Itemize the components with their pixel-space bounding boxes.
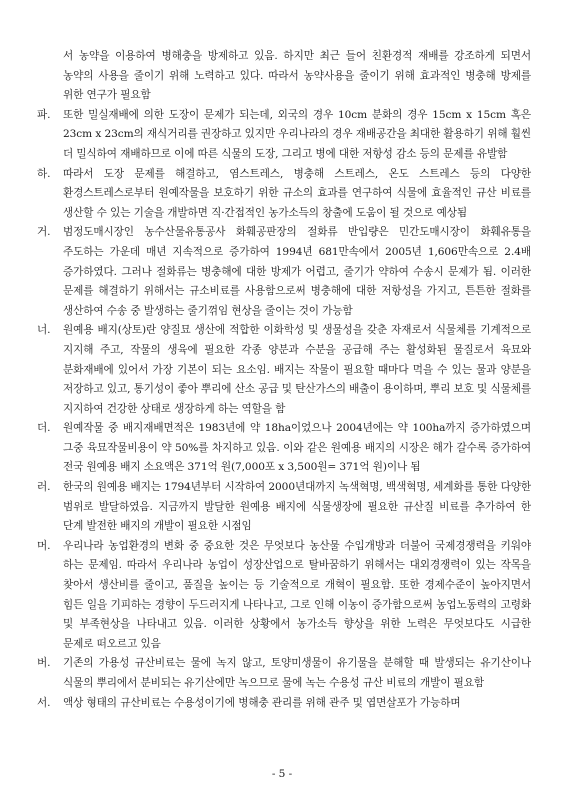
list-item-meo [37,537,531,655]
page-number: - 5 - [271,768,293,780]
list-item-text: 한국의 원예용 배지는 1794년부터 시작하여 2000년대까지 녹색혁명, 백색혁명, 세계화를 통한 다양한 범위로 발달하였음. 지금까지 발달한 원예용 배지에 식물생장에 필요한 규산질 비료를 추가하여 한 단계 발전한 배지의 개발이 필요한 시점임 [63,481,531,533]
list-marker: 거. [37,226,51,239]
continuation-paragraph: 서 농약을 이용하여 병해충을 방제하고 있음. 하지만 최근 들어 친환경적 재배를 강조하게 되면서 농약의 사용을 줄이기 위해 노력하고 있다. 따라서 농약사용을 줄이기 위해 효과적인 병충해 방제를 위한 연구가 필요함 [63,50,531,102]
list-item-beo [37,654,531,693]
list-item-pa [37,106,531,165]
list-item-text: 액상 형태의 규산비료는 수용성이기에 병해충 관리를 위해 관주 및 엽면살포가 가능하며 [63,696,461,709]
list-marker: 머. [37,539,51,552]
list-marker: 하. [37,167,51,180]
list-item-text: 따라서 도장 문제를 해결하고, 염스트레스, 병충해 스트레스, 온도 스트레스 등의 다양한 환경스트레스로부터 원예작물을 보호하기 위한 규소의 효과를 연구하여 식물에 효율적인 규산 비료를 생산할 수 있는 기술을 개발하면 직·간접적인 농가소득의 창출에 도움이 될 것으로 예상됨 [63,167,531,219]
list-item-text: 기존의 가용성 규산비료는 물에 녹지 않고, 토양미생물이 유기물을 분해할 때 발생되는 유기산이나 식물의 뿌리에서 분비되는 유기산에만 녹으므로 물에 녹는 수용성 규산 비료의 개발이 필요함 [63,657,531,689]
body-text [37,47,531,713]
list-item-neo [37,321,531,419]
list-item-ha [37,165,531,224]
list-item-text: 범정도매시장인 농수산물유통공사 화훼공판장의 절화류 반입량은 민간도매시장이 화훼유통을 주도하는 가운데 매년 지속적으로 증가하여 1994년 681만속에서 2005년 1,606만속으로 2.4배 증가하였다. 그러나 절화류는 병충해에 대한 방제가 어렵고, 줄기가 약하여 수송시 문제가 됨. 이러한 문제를 해결하기 위해서는 규소비료를 사용함으로써 병충해에 대한 저항성을 가지고, 튼튼한 절화를 생산하여 수송 중 발생하는 줄기꺾임 현상을 줄이는 것이 가능함 [63,226,531,317]
list-marker: 더. [37,422,51,435]
list-marker: 러. [37,481,51,494]
list-marker: 버. [37,657,51,670]
list-marker: 파. [37,108,51,121]
list-item-reo [37,478,531,537]
list-item-deo [37,419,531,478]
list-item-seo [37,694,531,714]
list-item-text: 원예용 배지(상토)란 양질묘 생산에 적합한 이화학성 및 생물성을 갖춘 자재로서 식물체를 기계적으로 지지해 주고, 작물의 생육에 필요한 각종 양분과 수분을 공급해 주는 활성화된 물질로서 육묘와 분화재배에 있어서 가장 기본이 되는 요소임. 배지는 작물이 필요할 때마다 먹을 수 있는 물과 양분을 저장하고 있고, 통기성이 좋아 뿌리에 산소 공급 및 탄산가스의 배출이 용이하며, 뿌리 보호 및 식물체를 지지하여 건강한 상태로 생장하게 하는 역할을 함 [63,324,531,415]
list-marker: 서. [37,696,51,709]
list-item-text: 또한 밀실재배에 의한 도장이 문제가 되는데, 외국의 경우 10cm 분화의 경우 15cm x 15cm 혹은 23cm x 23cm의 재식거리를 권장하고 있지만 우리나라의 경우 재배공간을 최대한 활용하기 위해 훨씬 더 밀식하여 재배하므로 이에 따른 식물의 도장, 그리고 병에 대한 저항성 감소 등의 문제를 유발함 [63,108,532,160]
list-item-geo [37,223,531,321]
list-item-text: 원예작물 중 배지재배면적은 1983년에 약 18ha이었으나 2004년에는 약 100ha까지 증가하였으며 그중 육묘작물비용이 약 50%를 차지하고 있음. 이와 같은 원예용 배지의 시장은 해가 갈수록 증가하여 전국 원예용 배지 소요액은 371억 원(7,000포 x 3,500원= 371억 원)이나 됨 [63,422,531,474]
list-marker: 너. [37,324,51,337]
list-item-text: 우리나라 농업환경의 변화 중 중요한 것은 무엇보다 농산물 수입개방과 더불어 국제경쟁력을 키워야 하는 문제임. 따라서 우리나라 농업이 성장산업으로 탈바꿈하기 위해서는 대외경쟁력이 있는 작목을 찾아서 생산비를 줄이고, 품질을 높이는 등 기술적으로 개혁이 필요함. 또한 경제수준이 높아지면서 힘든 일을 기피하는 경향이 두드러지게 나타나고, 그로 인해 이농이 증가함으로써 농업노동력의 고령화 및 부족현상을 나타내고 있음. 이러한 상황에서 농가소득 향상을 위한 노력은 무엇보다도 시급한 문제로 떠오르고 있음 [63,539,531,650]
